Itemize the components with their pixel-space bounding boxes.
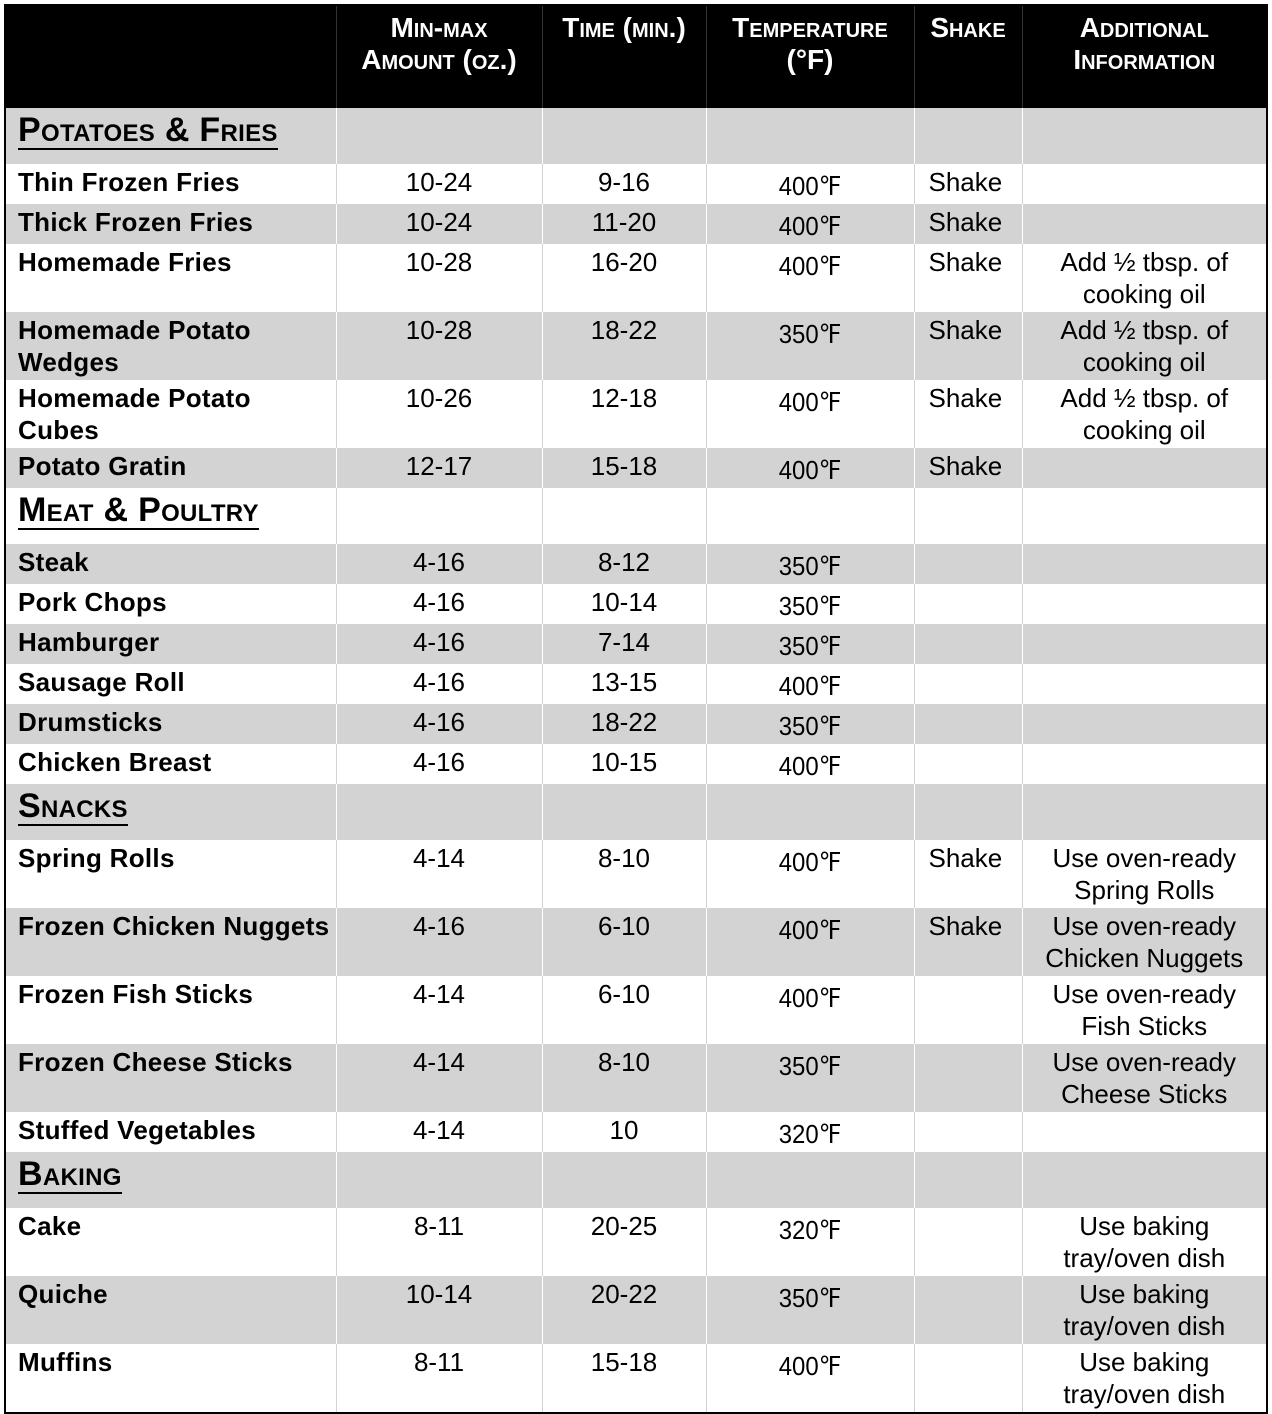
- time-cell: 10-15: [542, 744, 706, 784]
- food-cell: Frozen Chicken Nuggets: [6, 908, 336, 976]
- shake-cell: Shake: [914, 312, 1022, 380]
- section-header-row: [6, 784, 1266, 840]
- info-cell: [1022, 544, 1266, 584]
- temperature-value: 350℉: [778, 319, 842, 349]
- info-cell: Use baking tray/oven dish: [1022, 1276, 1266, 1344]
- temperature-value: 320℉: [778, 1119, 842, 1149]
- info-cell: [1022, 1112, 1266, 1152]
- temperature-value: 400℉: [778, 171, 842, 201]
- food-cell: Thick Frozen Fries: [6, 204, 336, 244]
- shake-cell: [914, 584, 1022, 624]
- time-cell: 9-16: [542, 164, 706, 204]
- section-empty-cell: [1022, 488, 1266, 544]
- temperature-cell: [706, 1112, 914, 1152]
- temperature-cell: [706, 544, 914, 584]
- temperature-cell: [706, 908, 914, 976]
- time-cell: 18-22: [542, 312, 706, 380]
- temperature-cell: [706, 584, 914, 624]
- table-row: [6, 744, 1266, 784]
- table-row: [6, 1344, 1266, 1412]
- temperature-cell: [706, 704, 914, 744]
- section-empty-cell: [542, 488, 706, 544]
- time-cell: 15-18: [542, 448, 706, 488]
- table-row: [6, 204, 1266, 244]
- food-cell: Pork Chops: [6, 584, 336, 624]
- info-cell: [1022, 664, 1266, 704]
- info-cell: [1022, 164, 1266, 204]
- shake-cell: Shake: [914, 380, 1022, 448]
- food-cell: Drumsticks: [6, 704, 336, 744]
- temperature-cell: [706, 204, 914, 244]
- time-cell: 13-15: [542, 664, 706, 704]
- temperature-value: 350℉: [778, 591, 842, 621]
- section-empty-cell: [1022, 108, 1266, 164]
- section-title: Potatoes & Fries: [18, 111, 278, 149]
- section-title: Snacks: [18, 787, 128, 825]
- info-cell: Use oven-ready Chicken Nuggets: [1022, 908, 1266, 976]
- temperature-cell: [706, 164, 914, 204]
- info-cell: Use baking tray/oven dish: [1022, 1344, 1266, 1412]
- amount-cell: 10-28: [336, 312, 542, 380]
- shake-cell: [914, 624, 1022, 664]
- food-cell: Homemade Potato Cubes: [6, 380, 336, 448]
- shake-cell: Shake: [914, 908, 1022, 976]
- food-cell: Thin Frozen Fries: [6, 164, 336, 204]
- section-header-row: [6, 1152, 1266, 1208]
- amount-cell: 4-14: [336, 976, 542, 1044]
- temperature-value: 400℉: [778, 671, 842, 701]
- amount-cell: 4-16: [336, 704, 542, 744]
- time-cell: 10: [542, 1112, 706, 1152]
- header-food: [6, 6, 336, 108]
- food-cell: Frozen Fish Sticks: [6, 976, 336, 1044]
- time-cell: 12-18: [542, 380, 706, 448]
- temperature-cell: [706, 840, 914, 908]
- table-row: [6, 908, 1266, 976]
- shake-cell: Shake: [914, 164, 1022, 204]
- section-empty-cell: [542, 1152, 706, 1208]
- temperature-value: 400℉: [778, 1351, 842, 1381]
- section-empty-cell: [706, 784, 914, 840]
- section-empty-cell: [706, 1152, 914, 1208]
- header-temperature: Temperature (°F): [706, 6, 914, 108]
- section-empty-cell: [914, 488, 1022, 544]
- section-title-cell: [6, 108, 336, 164]
- temperature-cell: [706, 312, 914, 380]
- time-cell: 11-20: [542, 204, 706, 244]
- shake-cell: Shake: [914, 448, 1022, 488]
- food-cell: Quiche: [6, 1276, 336, 1344]
- food-cell: Steak: [6, 544, 336, 584]
- section-empty-cell: [336, 1152, 542, 1208]
- temperature-cell: [706, 1344, 914, 1412]
- table-row: [6, 840, 1266, 908]
- section-empty-cell: [336, 108, 542, 164]
- table-row: [6, 544, 1266, 584]
- info-cell: Use oven-ready Fish Sticks: [1022, 976, 1266, 1044]
- food-cell: Hamburger: [6, 624, 336, 664]
- shake-cell: [914, 1208, 1022, 1276]
- time-cell: 16-20: [542, 244, 706, 312]
- header-amount: Min-max Amount (oz.): [336, 6, 542, 108]
- time-cell: 6-10: [542, 908, 706, 976]
- header-shake: Shake: [914, 6, 1022, 108]
- temperature-value: 350℉: [778, 711, 842, 741]
- shake-cell: [914, 1344, 1022, 1412]
- section-empty-cell: [706, 108, 914, 164]
- cooking-chart: [4, 4, 1268, 1414]
- section-empty-cell: [542, 108, 706, 164]
- shake-cell: Shake: [914, 204, 1022, 244]
- shake-cell: [914, 1276, 1022, 1344]
- amount-cell: 4-16: [336, 908, 542, 976]
- section-header-row: [6, 108, 1266, 164]
- table-row: [6, 448, 1266, 488]
- shake-cell: [914, 1112, 1022, 1152]
- shake-cell: [914, 544, 1022, 584]
- section-empty-cell: [1022, 784, 1266, 840]
- shake-cell: Shake: [914, 840, 1022, 908]
- table-row: [6, 664, 1266, 704]
- section-header-row: [6, 488, 1266, 544]
- time-cell: 10-14: [542, 584, 706, 624]
- info-cell: Add ½ tbsp. of cooking oil: [1022, 312, 1266, 380]
- amount-cell: 10-28: [336, 244, 542, 312]
- time-cell: 7-14: [542, 624, 706, 664]
- section-title-cell: [6, 488, 336, 544]
- section-title: Baking: [18, 1155, 122, 1193]
- temperature-cell: [706, 448, 914, 488]
- time-cell: 20-25: [542, 1208, 706, 1276]
- table-row: [6, 1276, 1266, 1344]
- food-cell: Chicken Breast: [6, 744, 336, 784]
- header-time: Time (min.): [542, 6, 706, 108]
- info-cell: [1022, 744, 1266, 784]
- temperature-cell: [706, 1044, 914, 1112]
- shake-cell: [914, 1044, 1022, 1112]
- section-empty-cell: [1022, 1152, 1266, 1208]
- table-body: [6, 108, 1266, 1412]
- shake-cell: Shake: [914, 244, 1022, 312]
- temperature-value: 320℉: [778, 1215, 842, 1245]
- info-cell: [1022, 204, 1266, 244]
- section-title-cell: [6, 1152, 336, 1208]
- food-cell: Homemade Fries: [6, 244, 336, 312]
- amount-cell: 10-14: [336, 1276, 542, 1344]
- shake-cell: [914, 744, 1022, 784]
- time-cell: 8-12: [542, 544, 706, 584]
- table-row: [6, 244, 1266, 312]
- food-cell: Potato Gratin: [6, 448, 336, 488]
- cooking-table: [6, 6, 1266, 1412]
- temperature-cell: [706, 380, 914, 448]
- amount-cell: 4-16: [336, 664, 542, 704]
- amount-cell: 4-16: [336, 544, 542, 584]
- table-row: [6, 584, 1266, 624]
- temperature-value: 350℉: [778, 551, 842, 581]
- table-row: [6, 976, 1266, 1044]
- shake-cell: [914, 704, 1022, 744]
- temperature-cell: [706, 624, 914, 664]
- section-empty-cell: [336, 784, 542, 840]
- amount-cell: 4-14: [336, 840, 542, 908]
- amount-cell: 8-11: [336, 1208, 542, 1276]
- temperature-value: 400℉: [778, 847, 842, 877]
- temperature-value: 400℉: [778, 983, 842, 1013]
- table-row: [6, 704, 1266, 744]
- food-cell: Homemade Potato Wedges: [6, 312, 336, 380]
- table-row: [6, 380, 1266, 448]
- amount-cell: 4-14: [336, 1112, 542, 1152]
- food-cell: Spring Rolls: [6, 840, 336, 908]
- temperature-value: 400℉: [778, 251, 842, 281]
- table-row: [6, 624, 1266, 664]
- shake-cell: [914, 664, 1022, 704]
- table-row: [6, 164, 1266, 204]
- info-cell: Add ½ tbsp. of cooking oil: [1022, 244, 1266, 312]
- amount-cell: 10-24: [336, 204, 542, 244]
- temperature-value: 350℉: [778, 1051, 842, 1081]
- amount-cell: 8-11: [336, 1344, 542, 1412]
- time-cell: 8-10: [542, 840, 706, 908]
- food-cell: Muffins: [6, 1344, 336, 1412]
- info-cell: Use oven-ready Spring Rolls: [1022, 840, 1266, 908]
- temperature-value: 400℉: [778, 751, 842, 781]
- table-row: [6, 1112, 1266, 1152]
- temperature-cell: [706, 244, 914, 312]
- temperature-cell: [706, 1276, 914, 1344]
- table-row: [6, 1208, 1266, 1276]
- shake-cell: [914, 976, 1022, 1044]
- table-row: [6, 312, 1266, 380]
- section-title-cell: [6, 784, 336, 840]
- section-empty-cell: [336, 488, 542, 544]
- table-row: [6, 1044, 1266, 1112]
- info-cell: [1022, 448, 1266, 488]
- food-cell: Stuffed Vegetables: [6, 1112, 336, 1152]
- info-cell: Use baking tray/oven dish: [1022, 1208, 1266, 1276]
- amount-cell: 4-16: [336, 624, 542, 664]
- info-cell: [1022, 624, 1266, 664]
- temperature-value: 400℉: [778, 387, 842, 417]
- temperature-value: 400℉: [778, 915, 842, 945]
- section-title: Meat & Poultry: [18, 491, 259, 529]
- amount-cell: 4-16: [336, 744, 542, 784]
- time-cell: 20-22: [542, 1276, 706, 1344]
- food-cell: Cake: [6, 1208, 336, 1276]
- amount-cell: 4-14: [336, 1044, 542, 1112]
- header-info: Additional Information: [1022, 6, 1266, 108]
- temperature-cell: [706, 1208, 914, 1276]
- section-empty-cell: [914, 1152, 1022, 1208]
- info-cell: Add ½ tbsp. of cooking oil: [1022, 380, 1266, 448]
- temperature-value: 350℉: [778, 1283, 842, 1313]
- amount-cell: 4-16: [336, 584, 542, 624]
- section-empty-cell: [914, 108, 1022, 164]
- time-cell: 15-18: [542, 1344, 706, 1412]
- temperature-value: 400℉: [778, 455, 842, 485]
- section-empty-cell: [706, 488, 914, 544]
- info-cell: [1022, 704, 1266, 744]
- info-cell: Use oven-ready Cheese Sticks: [1022, 1044, 1266, 1112]
- time-cell: 8-10: [542, 1044, 706, 1112]
- section-empty-cell: [542, 784, 706, 840]
- amount-cell: 12-17: [336, 448, 542, 488]
- info-cell: [1022, 584, 1266, 624]
- temperature-cell: [706, 664, 914, 704]
- time-cell: 18-22: [542, 704, 706, 744]
- amount-cell: 10-26: [336, 380, 542, 448]
- temperature-value: 400℉: [778, 211, 842, 241]
- food-cell: Sausage Roll: [6, 664, 336, 704]
- temperature-cell: [706, 744, 914, 784]
- header-row: [6, 6, 1266, 108]
- temperature-cell: [706, 976, 914, 1044]
- food-cell: Frozen Cheese Sticks: [6, 1044, 336, 1112]
- section-empty-cell: [914, 784, 1022, 840]
- amount-cell: 10-24: [336, 164, 542, 204]
- time-cell: 6-10: [542, 976, 706, 1044]
- temperature-value: 350℉: [778, 631, 842, 661]
